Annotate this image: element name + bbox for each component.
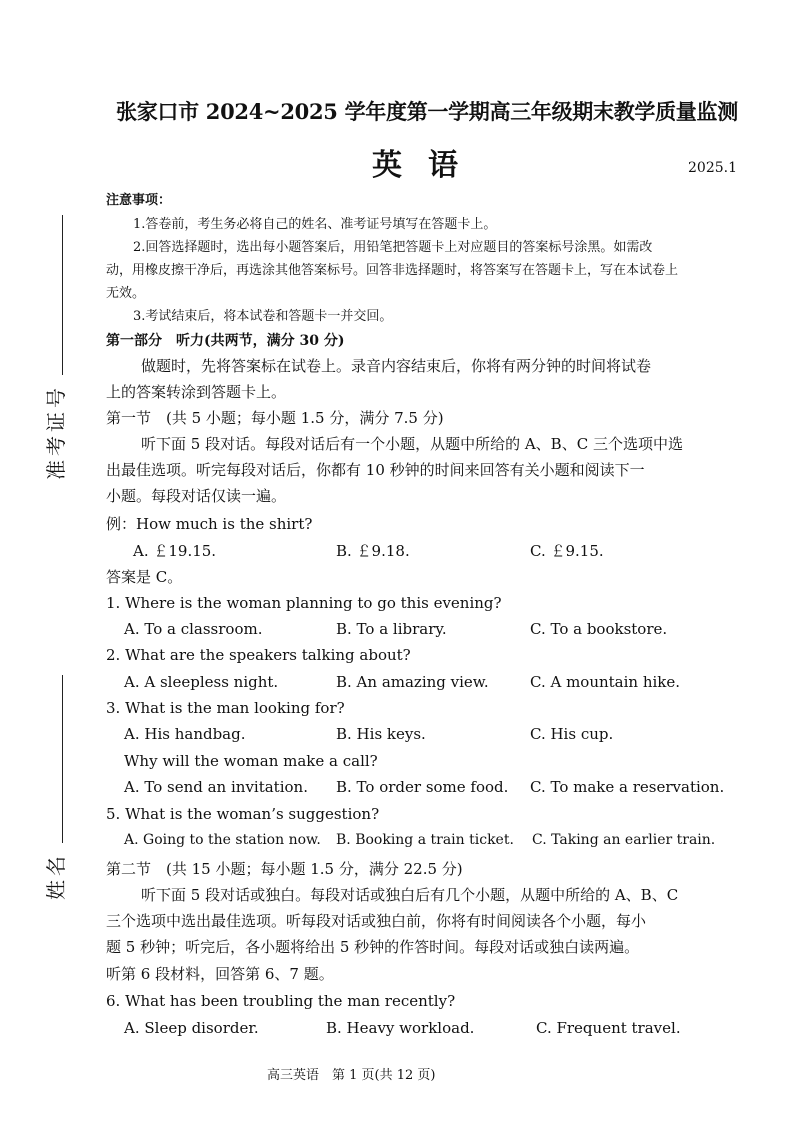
example-answer: 答案是 C。	[106, 568, 183, 586]
option-3c: C. His cup.	[530, 725, 614, 743]
material-note: 听第 6 段材料，回答第 6、7 题。	[106, 965, 334, 983]
notice-item: 1.答卷前，考生务必将自己的姓名、准考证号填写在答题卡上。	[133, 217, 497, 232]
exam-id-line	[62, 215, 63, 375]
option-2c: C. A mountain hike.	[530, 673, 681, 691]
option-6c: C. Frequent travel.	[536, 1019, 681, 1037]
name-label: 姓名	[44, 852, 68, 900]
option-1c: C. To a bookstore.	[530, 620, 668, 638]
section2-intro: 听下面 5 段对话或独白。每段对话或独白后有几个小题，从题中所给的 A、B、C	[141, 886, 679, 904]
notice-heading: 注意事项：	[106, 193, 172, 208]
section1-intro: 听下面 5 段对话。每段对话后有一个小题，从题中所给的 A、B、C 三个选项中选	[141, 435, 683, 453]
option-2b: B. An amazing view.	[336, 673, 489, 691]
option-6a: A. Sleep disorder.	[124, 1019, 259, 1037]
part1-intro: 上的答案转涂到答题卡上。	[106, 383, 287, 401]
question-3: 3. What is the man looking for?	[106, 699, 345, 717]
option-4b: B. To order some food.	[336, 778, 509, 796]
question-1: 1. Where is the woman planning to go this evening?	[106, 594, 502, 612]
option-1a: A. To a classroom.	[124, 620, 263, 638]
example-option-a: A. ￡19.15.	[133, 542, 217, 560]
option-1b: B. To a library.	[336, 620, 447, 638]
question-2: 2. What are the speakers talking about?	[106, 646, 411, 664]
option-6b: B. Heavy workload.	[326, 1019, 475, 1037]
option-3a: A. His handbag.	[124, 725, 246, 743]
example-option-c: C. ￡9.15.	[530, 542, 604, 560]
exam-title: 张家口市 2024~2025 学年度第一学期高三年级期末教学质量监测	[116, 99, 738, 124]
question-5: 5. What is the woman’s suggestion?	[106, 805, 380, 823]
notice-item: 3.考试结束后，将本试卷和答题卡一并交回。	[133, 309, 393, 324]
option-5a: A. Going to the station now.	[124, 832, 321, 848]
question-6: 6. What has been troubling the man recently?	[106, 992, 456, 1010]
section1-intro: 出最佳选项。听完每段对话后，你都有 10 秒钟的时间来回答有关小题和阅读下一	[106, 461, 645, 479]
option-4a: A. To send an invitation.	[124, 778, 308, 796]
question-4: Why will the woman make a call?	[124, 752, 378, 770]
part1-heading: 第一部分 听力(共两节，满分 30 分)	[106, 333, 345, 349]
example-question: 例：How much is the shirt?	[106, 515, 313, 533]
section2-intro: 三个选项中选出最佳选项。听每段对话或独白前，你将有时间阅读各个小题，每小	[106, 912, 647, 930]
example-option-b: B. ￡9.18.	[336, 542, 410, 560]
section1-intro: 小题。每段对话仅读一遍。	[106, 487, 287, 505]
section2-intro: 题 5 秒钟；听完后，各小题将给出 5 秒钟的作答时间。每段对话或独白读两遍。	[106, 938, 640, 956]
exam-id-label: 准考证号	[44, 384, 68, 480]
page-footer: 高三英语 第 1 页(共 12 页)	[267, 1068, 436, 1083]
notice-item: 2.回答选择题时，选出每小题答案后，用铅笔把答题卡上对应题目的答案标号涂黑。如需改	[133, 240, 653, 255]
exam-date: 2025.1	[688, 160, 737, 176]
option-2a: A. A sleepless night.	[124, 673, 279, 691]
notice-item: 无效。	[106, 286, 146, 301]
subject-title: 英语	[372, 148, 484, 183]
name-line	[62, 675, 63, 843]
option-4c: C. To make a reservation.	[530, 778, 725, 796]
part1-intro: 做题时，先将答案标在试卷上。录音内容结束后，你将有两分钟的时间将试卷	[141, 357, 652, 375]
option-3b: B. His keys.	[336, 725, 426, 743]
notice-item: 动，用橡皮擦干净后，再选涂其他答案标号。回答非选择题时，将答案写在答题卡上，写在本试卷上	[106, 263, 679, 278]
section1-heading: 第一节 (共 5 小题；每小题 1.5 分，满分 7.5 分)	[106, 409, 444, 427]
option-5b: B. Booking a train ticket.	[336, 832, 514, 848]
option-5c: C. Taking an earlier train.	[532, 832, 716, 848]
section2-heading: 第二节 (共 15 小题；每小题 1.5 分，满分 22.5 分)	[106, 860, 463, 878]
